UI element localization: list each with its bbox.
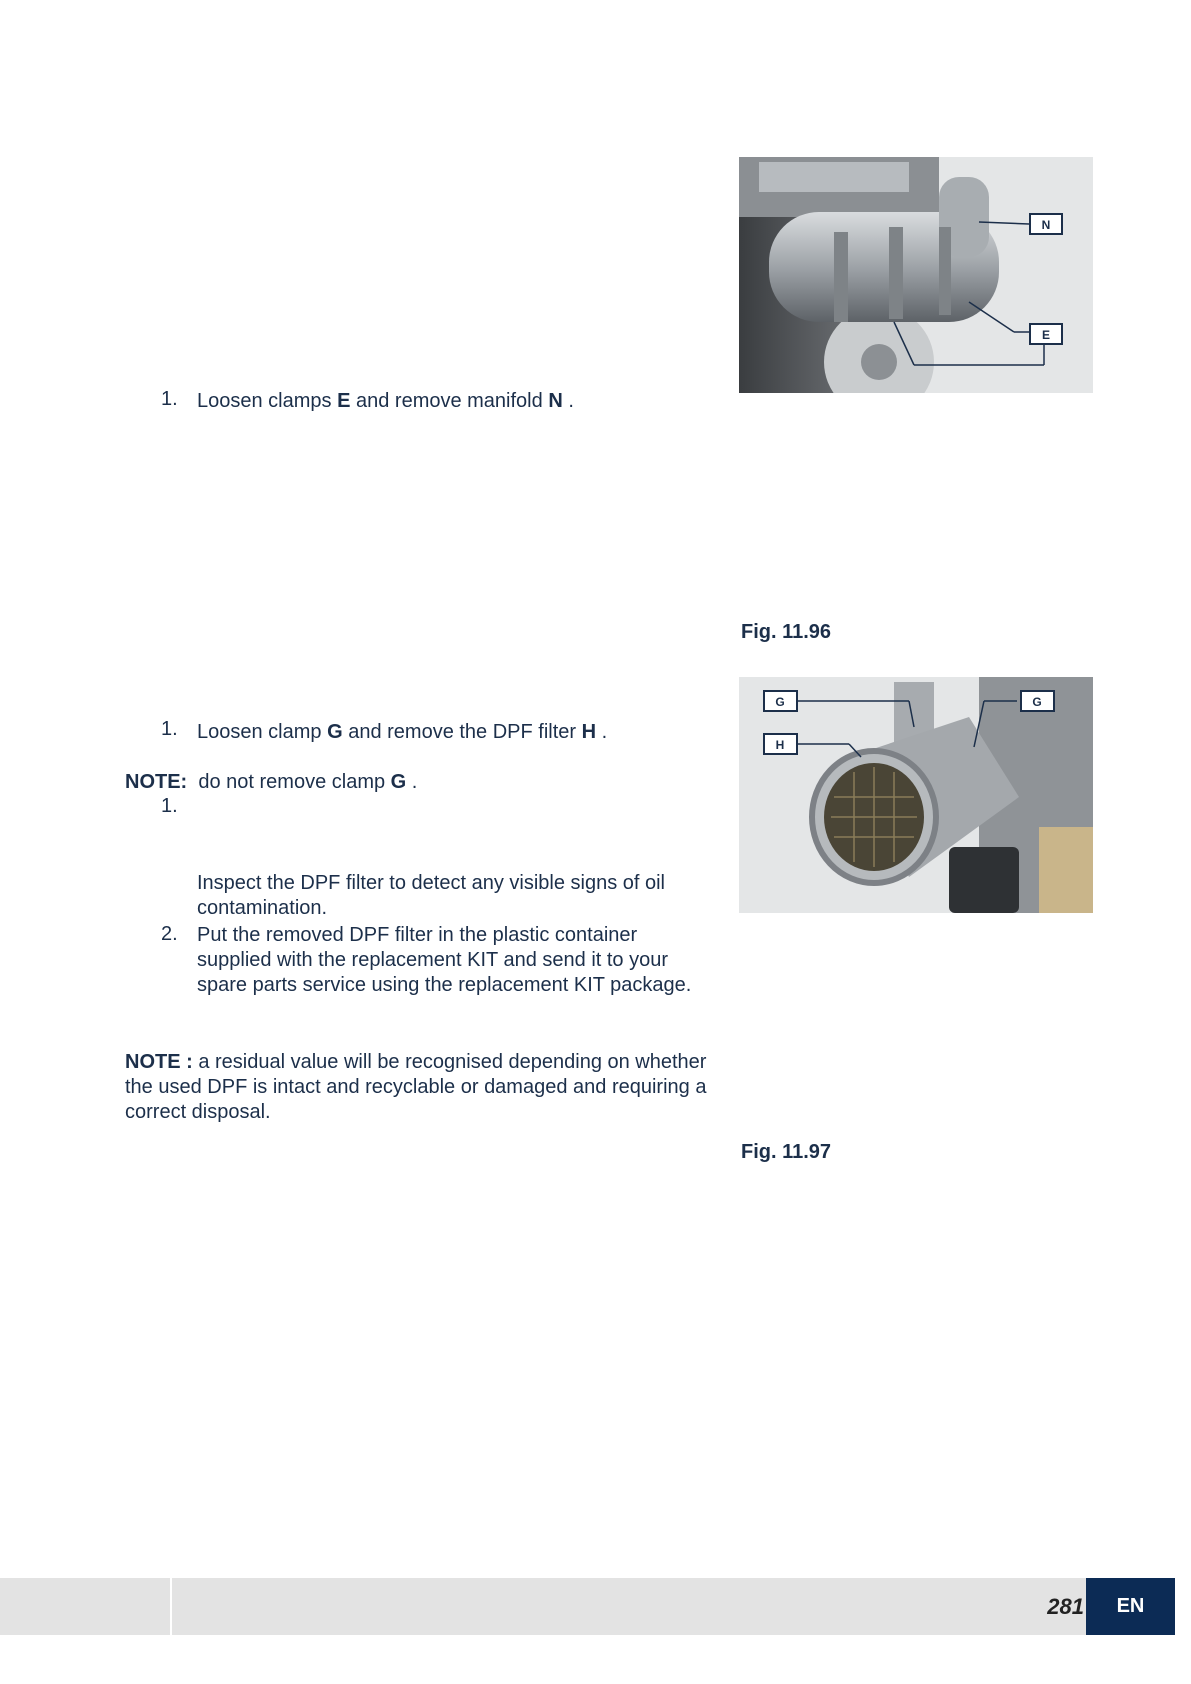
- step-text: Loosen clamps E and remove manifold N .: [197, 390, 574, 412]
- step-number: 1.: [161, 388, 178, 410]
- figure-11-97-image: [739, 677, 1093, 913]
- label-h: H: [775, 738, 785, 752]
- footer-left-block: [0, 1578, 170, 1635]
- footer-bar: [172, 1578, 1086, 1635]
- figure-caption: Fig. 11.96: [741, 621, 832, 643]
- language-tab: EN: [1086, 1578, 1175, 1635]
- list-item-text: Inspect the DPF filter to detect any visible signs of oil contamination.: [197, 872, 665, 919]
- page-number: 281: [1047, 1594, 1084, 1619]
- label-g: G: [1032, 695, 1042, 709]
- note: NOTE : a residual value will be recognised depending on whether the used DPF is intact and recyclable or damaged and requiring a correct disposal.: [125, 1051, 707, 1123]
- step-number: 1.: [161, 718, 178, 740]
- label-e: E: [1041, 328, 1051, 342]
- figure-caption: Fig. 11.97: [741, 1141, 832, 1163]
- note: NOTE: do not remove clamp G .: [125, 771, 418, 793]
- label-n: N: [1041, 218, 1051, 232]
- figure-11-96-image: [739, 157, 1093, 393]
- dpf-filter-illustration: [739, 677, 1093, 913]
- list-item-text: Put the removed DPF filter in the plastic container supplied with the replacement KIT and send it to your spare parts service using the replacement KIT package.: [197, 924, 692, 996]
- engine-manifold-illustration: [739, 157, 1093, 393]
- step-text: Loosen clamp G and remove the DPF filter H .: [197, 721, 608, 743]
- list-number: 2.: [161, 923, 178, 945]
- list-number: 1.: [161, 795, 178, 817]
- label-g: G: [775, 695, 785, 709]
